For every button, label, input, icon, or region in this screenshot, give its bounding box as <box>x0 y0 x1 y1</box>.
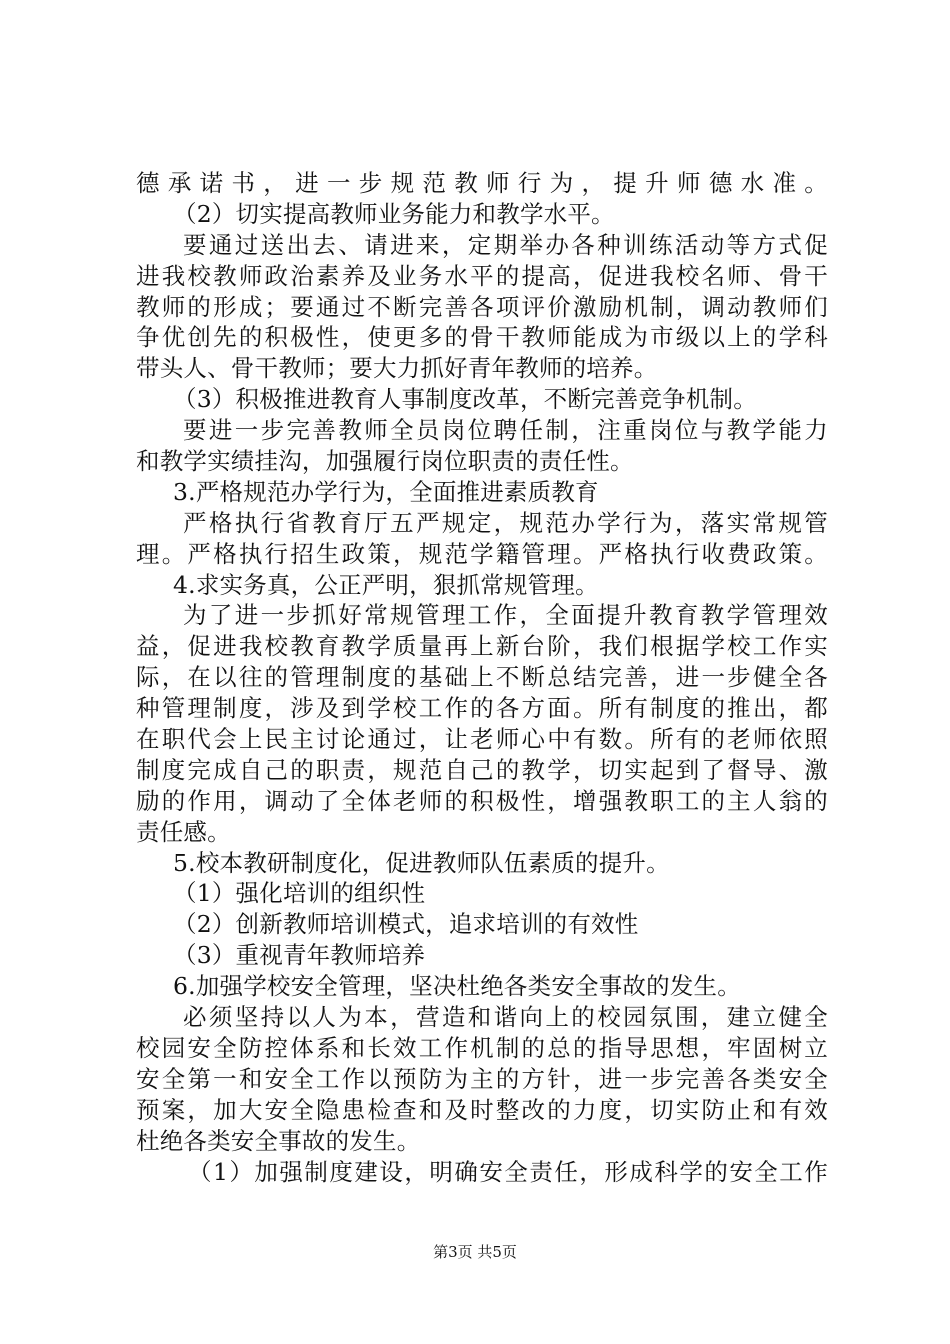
text-line: 和教学实绩挂沟，加强履行岗位职责的责任性。 <box>136 447 634 476</box>
section-heading-line: 4.求实务真，公正严明，狠抓常规管理。 <box>173 570 599 599</box>
text-line: 际，在以往的管理制度的基础上不断总结完善，进一步健全各 <box>136 663 828 692</box>
list-item-line: （3）重视青年教师培养 <box>173 941 426 970</box>
paragraph-start-line: 严格执行省教育厅五严规定，规范办学行为，落实常规管 <box>183 508 828 537</box>
text-line: 种管理制度，涉及到学校工作的各方面。所有制度的推出，都 <box>136 694 828 723</box>
subheading-line: （2）切实提高教师业务能力和教学水平。 <box>173 199 615 228</box>
subheading-line: （1）加强制度建设，明确安全责任，形成科学的安全工作 <box>188 1157 828 1186</box>
text-line: 在职代会上民主讨论通过，让老师心中有数。所有的老师依照 <box>136 725 828 754</box>
text-line: 带头人、骨干教师；要大力抓好青年教师的培养。 <box>136 354 658 383</box>
text-line: 德承诺书，进一步规范教师行为，提升师德水准。 <box>136 169 828 197</box>
text-line: 教师的形成；要通过不断完善各项评价激励机制，调动教师们 <box>136 292 828 321</box>
paragraph-start-line: 要进一步完善教师全员岗位聘任制，注重岗位与教学能力 <box>183 416 828 445</box>
document-body <box>136 168 828 1187</box>
text-line: 进我校教师政治素养及业务水平的提高，促进我校名师、骨干 <box>136 261 828 290</box>
section-heading-line: 5.校本教研制度化，促进教师队伍素质的提升。 <box>173 848 670 877</box>
text-line: 预案，加大安全隐患检查和及时整改的力度，切实防止和有效 <box>136 1095 828 1124</box>
text-line: 理。严格执行招生政策，规范学籍管理。严格执行收费政策。 <box>136 539 828 568</box>
list-item-line: （1）强化培训的组织性 <box>173 879 426 908</box>
text-line: 杜绝各类安全事故的发生。 <box>136 1126 421 1155</box>
subheading-line: （3）积极推进教育人事制度改革，不断完善竞争机制。 <box>173 385 757 414</box>
paragraph-start-line: 要通过送出去、请进来，定期举办各种训练活动等方式促 <box>183 230 828 259</box>
page-footer <box>0 1242 950 1262</box>
paragraph-start-line: 必须坚持以人为本，营造和谐向上的校园氛围，建立健全 <box>183 1003 828 1032</box>
page-indicator: 第3页 共5页 <box>433 1243 517 1261</box>
text-line: 励的作用，调动了全体老师的积极性，增强教职工的主人翁的 <box>136 786 828 815</box>
text-line: 安全第一和安全工作以预防为主的方针，进一步完善各类安全 <box>136 1064 828 1093</box>
list-item-line: （2）创新教师培训模式，追求培训的有效性 <box>173 910 639 939</box>
section-heading-line: 6.加强学校安全管理，坚决杜绝各类安全事故的发生。 <box>173 972 741 1001</box>
paragraph-start-line: 为了进一步抓好常规管理工作，全面提升教育教学管理效 <box>183 601 828 630</box>
text-line: 争优创先的积极性，使更多的骨干教师能成为市级以上的学科 <box>136 323 828 352</box>
section-heading-line: 3.严格规范办学行为，全面推进素质教育 <box>173 477 599 506</box>
text-line: 责任感。 <box>136 817 231 846</box>
text-line: 校园安全防控体系和长效工作机制的总的指导思想，牢固树立 <box>136 1033 828 1062</box>
text-line: 益，促进我校教育教学质量再上新台阶，我们根据学校工作实 <box>136 632 828 661</box>
text-line: 制度完成自己的职责，规范自己的教学，切实起到了督导、激 <box>136 755 828 784</box>
